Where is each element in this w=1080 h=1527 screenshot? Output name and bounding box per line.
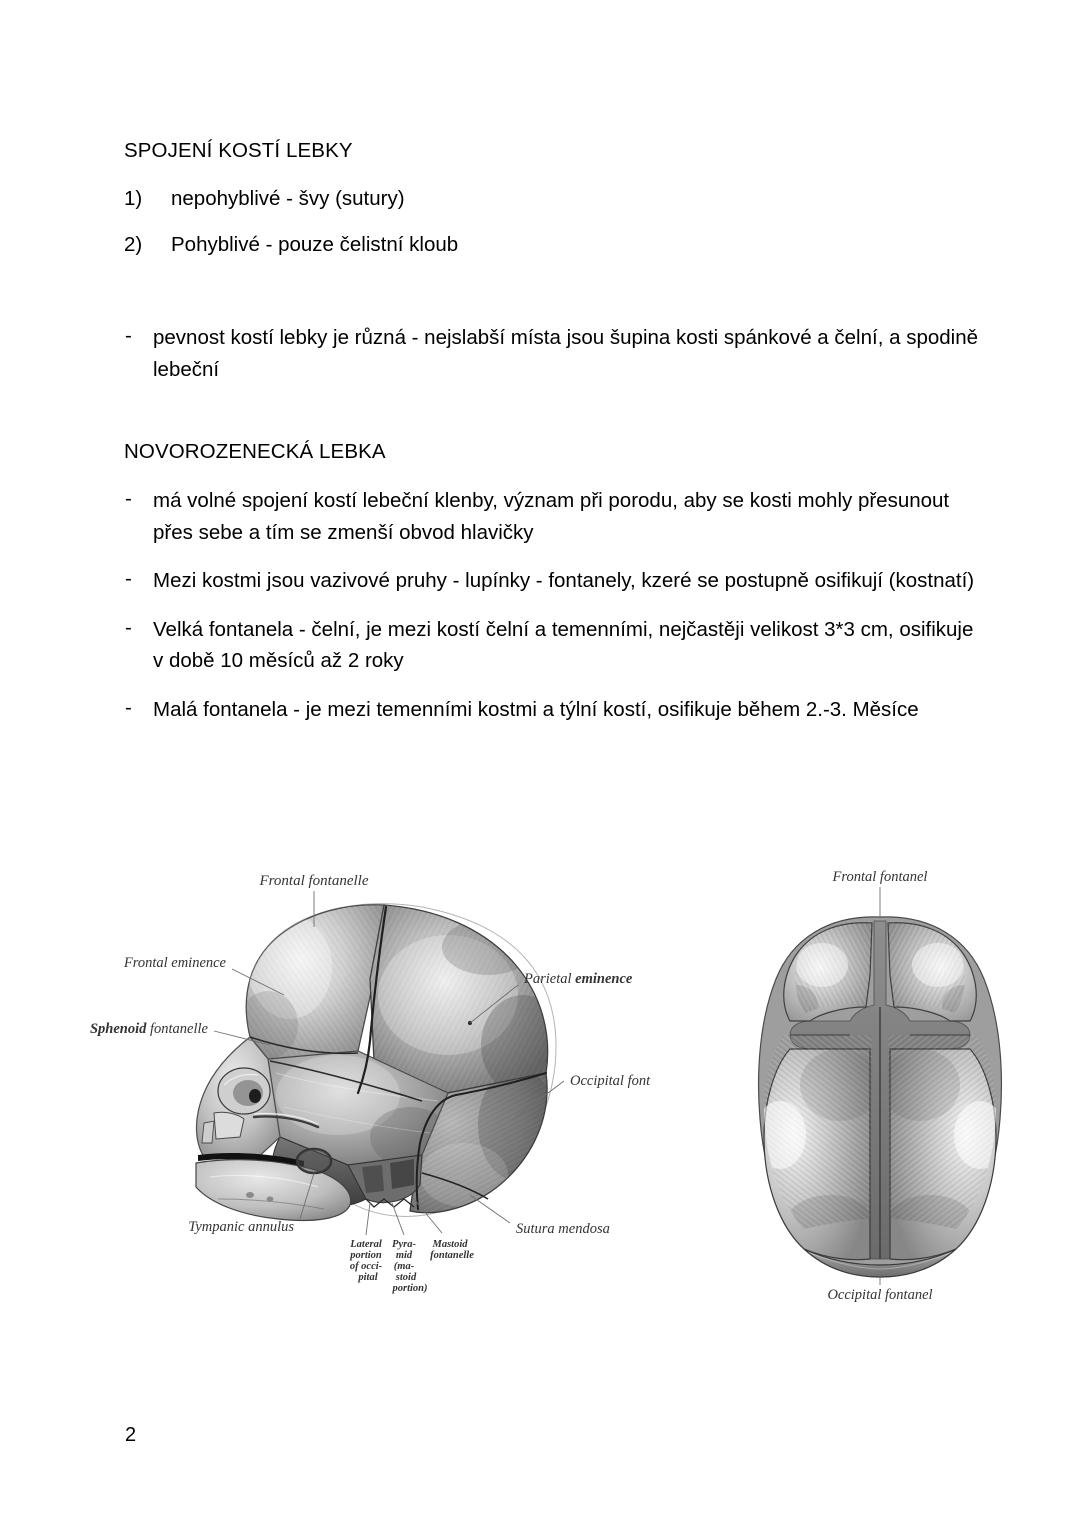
- list-item-text: Velká fontanela - čelní, je mezi kostí čelní a temenními, nejčastěji velikost 3*3 cm, osifikuje v době 10 měsíců až 2 roky: [153, 617, 974, 672]
- list-item: [124, 614, 984, 677]
- svg-text:Lateral: Lateral: [350, 1239, 382, 1250]
- label-frontal-fontanelle: Frontal fontanelle: [259, 873, 369, 889]
- list-item: [124, 694, 984, 726]
- list-marker: 1): [124, 187, 143, 210]
- label-sphenoid-fontanelle: Sphenoid fontanelle: [89, 1021, 208, 1037]
- newborn-skull-lateral-view: [18, 855, 678, 1315]
- dash-list-spojeni: [124, 322, 984, 385]
- section-spojeni-kosti-lebky: [124, 138, 984, 385]
- svg-text:pital: pital: [358, 1272, 378, 1283]
- label-occipital-fontanel: Occipital fontanel: [827, 1287, 933, 1303]
- label-occipital-fontanelle: Occipital font: [570, 1073, 651, 1089]
- list-marker: -: [125, 695, 132, 719]
- label-parietal-eminence: Parietal eminence: [524, 971, 633, 987]
- svg-text:fontanelle: fontanelle: [430, 1250, 474, 1261]
- svg-text:portion): portion): [392, 1283, 428, 1294]
- svg-text:mid: mid: [395, 1250, 413, 1261]
- list-item-text: pevnost kostí lebky je různá - nejslabší místa jsou šupina kosti spánkové a čelní, a spodině lebeční: [153, 326, 979, 381]
- skull-superior-drawing: [750, 910, 1010, 1277]
- document-content: [124, 138, 984, 725]
- label-frontal-eminence: Frontal eminence: [123, 955, 226, 971]
- spacer: [124, 276, 984, 322]
- svg-text:(ma-: (ma-: [393, 1261, 415, 1272]
- list-item-text: nepohyblivé - švy (sutury): [171, 187, 405, 210]
- list-marker: -: [125, 615, 132, 639]
- list-item: [124, 184, 984, 213]
- list-item-text: Mezi kostmi jsou vazivové pruhy - lupínky - fontanely, kzeré se postupně osifikují (kostnatí): [153, 569, 975, 592]
- page-title-spojeni: SPOJENÍ KOSTÍ LEBKY: [124, 139, 353, 162]
- section-novorozenecka-lebka: [124, 439, 984, 725]
- list-marker: -: [125, 324, 132, 347]
- list-item-text: Pohyblivé - pouze čelistní kloub: [171, 233, 459, 256]
- svg-text:stoid: stoid: [395, 1272, 417, 1283]
- label-tympanic-annulus: Tympanic annulus: [188, 1219, 294, 1235]
- list-item-text: má volné spojení kostí lebeční klenby, význam při porodu, aby se kosti mohly přesunout přes sebe a tím se zmenší obvod hlavičky: [153, 489, 950, 544]
- numbered-list-spojeni: [124, 184, 984, 259]
- figure-area: [0, 855, 1080, 1315]
- list-item: [124, 485, 984, 548]
- svg-text:portion: portion: [350, 1250, 382, 1261]
- svg-text:of occi-: of occi-: [349, 1261, 383, 1272]
- label-frontal-fontanel: Frontal fontanel: [832, 869, 928, 885]
- label-sutura-mendosa: Sutura mendosa: [516, 1221, 610, 1237]
- list-marker: -: [125, 487, 132, 510]
- list-item: [124, 322, 984, 385]
- svg-text:Pyra-: Pyra-: [392, 1239, 416, 1250]
- dash-list-novorozenecka: [124, 485, 984, 725]
- list-marker: -: [125, 567, 132, 590]
- spacer: [124, 385, 984, 439]
- newborn-skull-superior-view: [700, 855, 1060, 1315]
- list-item: [124, 230, 984, 259]
- svg-text:Mastoid: Mastoid: [432, 1239, 468, 1250]
- page-number: 2: [125, 1424, 137, 1446]
- list-item: [124, 565, 984, 597]
- list-marker: 2): [124, 233, 143, 256]
- page-title-novorozenecka: NOVOROZENECKÁ LEBKA: [124, 440, 386, 463]
- list-item-text: Malá fontanela - je mezi temenními kostmi a týlní kostí, osifikuje během 2.-3. Měsíce: [153, 697, 919, 721]
